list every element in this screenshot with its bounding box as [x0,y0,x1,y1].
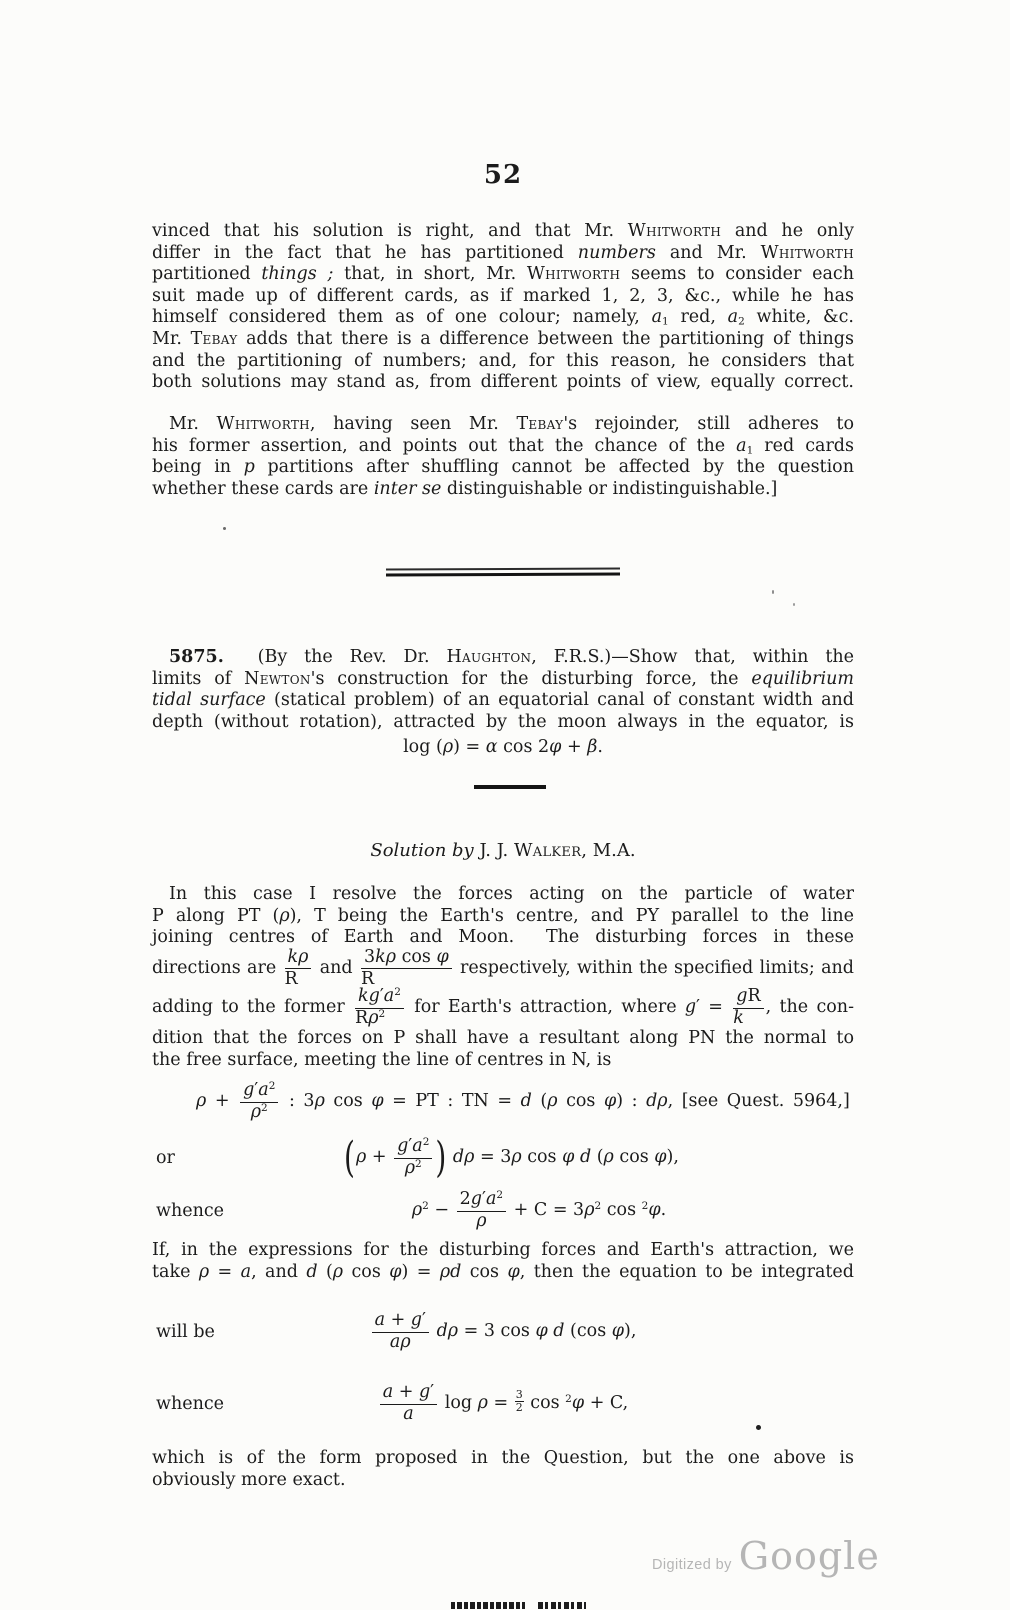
short-divider-rule [474,785,546,789]
text-line: partitioned things ; that, in short, Mr. Whitworth seems to consider each [152,264,854,285]
question-equation: log (ρ) = α cos 2φ + β. [403,737,603,758]
text-line: dition that the forces on P shall have a resultant along PN the normal to [152,1028,854,1049]
text-line: vinced that his solution is right, and that Mr. Whitworth and he only [152,221,855,241]
text-line: Mr. Tebay adds that there is a difference between the partitioning of things [152,328,854,349]
ink-speck [756,1425,761,1430]
text-line: whether these cards are inter se distinguishable or indistinguishable.] [152,478,778,499]
equation-content: $\frac{a + g'}{a}$ log ρ = $\frac{3}{2}$ cos $^2$φ + C, [378,1384,629,1424]
text-line: If, in the expressions for the disturbing forces and Earth's attraction, we [152,1240,854,1260]
text-line: joining centres of Earth and Moon. The disturbing forces in these [152,927,854,948]
text-line: depth (without rotation), attracted by the moon always in the equator, is [152,711,854,732]
text-line: take ρ = a, and d (ρ cos φ) = ρd cos φ, then the equation to be integrated [152,1261,854,1282]
text-line: both solutions may stand as, from different points of view, equally correct. [152,372,854,393]
google-watermark [652,1534,880,1578]
page-number: 52 [483,160,523,190]
equation-to-integrate [152,1303,854,1361]
text-line: Mr. Whitworth, having seen Mr. Tebay's rejoinder, still adheres to [169,414,854,434]
equation-content: $\frac{a + g'}{a\rho}$ dρ = 3 cos φ d (cos φ), [370,1312,637,1352]
text-line: adding to the former $\frac{kg'a^2}{R\rho^2}$ for Earth's attraction, where g′ = $\frac{gR}{k}$ , the con- [152,986,854,1029]
text-line: the free surface, meeting the line of centres in N, is [152,1049,612,1070]
text-line: limits of Newton's construction for the disturbing force, the equilibrium [152,668,854,689]
equation-label: whence [156,1201,225,1221]
text-line: his former assertion, and points out that the chance of the $a_1$ red cards [152,435,854,457]
paragraph-substitution [152,1240,854,1283]
equation-ratio [152,1078,854,1126]
solution-paragraph [152,884,854,1071]
text-line: being in p partitions after shuffling cannot be affected by the question [152,457,854,478]
paragraph-conclusion [152,1448,854,1491]
text-line: suit made up of different cards, as if marked 1, 2, 3, &c., while he has [152,285,854,306]
equation-result [152,1378,854,1430]
digitized-by-label: Digitized by [652,1557,732,1573]
equation-content: ρ + $\frac{g'a^2}{\rho^2}$ : 3ρ cos φ = PT : TN = d (ρ cos φ) : dρ, [see Quest. 5964,] [196,1080,850,1122]
section-divider-rule [386,567,620,576]
paragraph-whitworth-rejoinder [152,414,854,500]
text-line: P along PT (ρ), T being the Earth's centre, and PY parallel to the line [152,905,855,926]
ink-speck [793,603,795,606]
equation-integrated [152,1186,854,1236]
clipped-next-page-text [538,1602,586,1609]
ink-speck [772,590,774,594]
text-line: and the partitioning of numbers; and, for this reason, he considers that [152,350,854,371]
text-line: 5875. (By the Rev. Dr. Haughton, F.R.S.)—Show that, within the [169,647,854,667]
equation-differential [152,1130,854,1186]
text-line: tidal surface (statical problem) of an equatorial canal of constant width and [152,690,854,711]
text-line: which is of the form proposed in the Question, but the one above is [152,1448,854,1468]
text-line: himself considered them as of one colour; namely, $a_1$ red, $a_2$ white, &c. [152,307,854,328]
equation-label: will be [156,1322,215,1342]
text-line: obviously more exact. [152,1469,346,1490]
solution-byline: Solution by J. J. Walker, M.A. [370,840,636,861]
paragraph-continuation [152,221,854,394]
text-line: In this case I resolve the forces acting on the particle of water [169,884,854,904]
text-line: directions are $\frac{k\rho}{R}$ and $\frac{\text{3kρ cos φ}}{R}$ respectively, within the specified limits; and [152,946,854,989]
clipped-next-page-text [451,1602,525,1609]
text-line: differ in the fact that he has partitioned numbers and Mr. Whitworth [152,242,854,263]
equation-content: (ρ + $\frac{g'a^2}{\rho^2}$ ) dρ = 3ρ cos φ d (ρ cos φ), [344,1132,679,1182]
question-5875 [152,647,854,759]
ink-speck [223,527,226,530]
equation-label: whence [156,1394,225,1414]
equation-label: or [156,1148,175,1168]
equation-content: $\rho^2$ − $\frac{2g'a^2}{\rho}$ + $C = 3\rho^2$ cos $^2$φ. [411,1189,667,1231]
google-logo: Google [738,1534,880,1578]
